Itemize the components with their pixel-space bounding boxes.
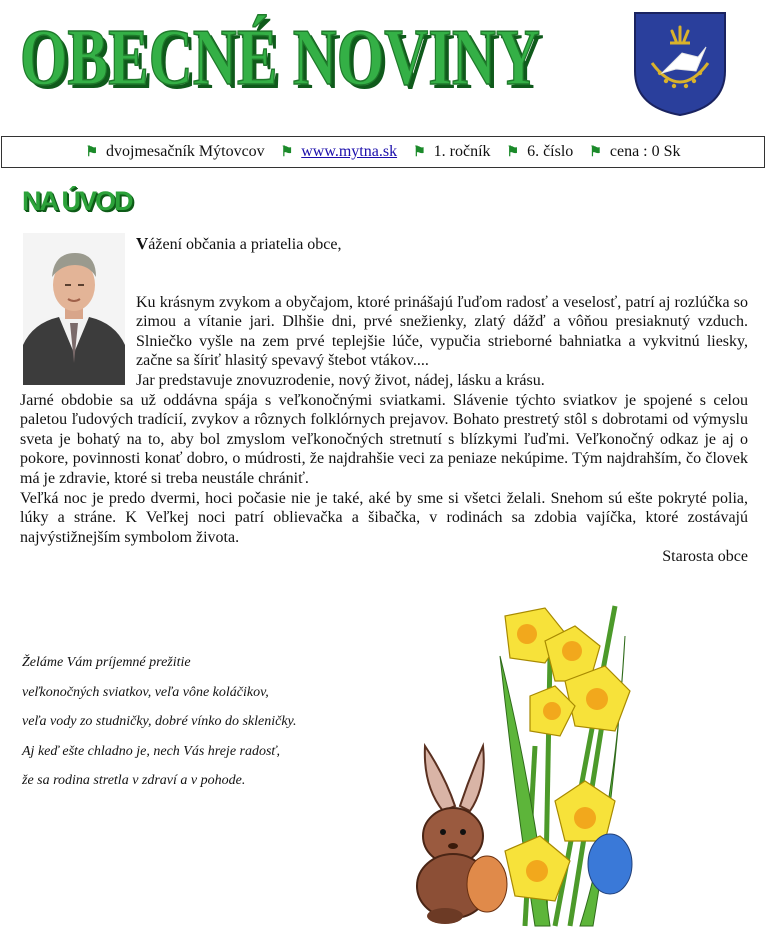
- green-flag-bullet-icon: ⚑: [589, 144, 602, 160]
- masthead-title-shadow: OBECNÉ NOVINY: [24, 18, 544, 100]
- info-issue-text: 6. číslo: [527, 143, 574, 160]
- greeting-text: ážení občania a priatelia obce,: [148, 236, 342, 253]
- green-flag-bullet-icon: ⚑: [280, 144, 294, 160]
- wish-line: veľa vody zo studničky, dobré vínko do skleničky.: [22, 714, 297, 729]
- green-flag-bullet-icon: ⚑: [413, 144, 426, 160]
- info-price-text: cena : 0 Sk: [609, 143, 681, 160]
- article-signature: Starosta obce: [662, 548, 748, 566]
- wish-line: že sa rodina stretla v zdraví a v pohode.: [22, 773, 246, 788]
- masthead-title: [20, 8, 580, 100]
- wish-line: Aj keď ešte chladno je, nech Vás hreje radosť,: [22, 743, 281, 759]
- article-paragraph-2: Jar predstavuje znovuzrodenie, nový život, nádej, lásku a krásu.: [136, 371, 545, 389]
- info-item-volume: [413, 143, 490, 161]
- info-item-issue: [507, 143, 574, 161]
- article-paragraph-1: Ku krásnym zvykom a obyčajom, ktoré prinášajú ľuďom radosť a veselosť, patrí aj rozlúčka so zimou a vítanie jari. Dlhšie dni, prvé snežienky, zlatý dážď a vôňou presiaknutý vzduch. Slniečko vyšle na zem prvé teplejšie lúče, vypučia strieborné bahniatka a vykvitnú liesky, začne sa šíriť hlasitý spevavý štebot vtákov....: [136, 293, 748, 370]
- easter-bunny-daffodils-icon: [405, 596, 667, 928]
- info-bar: [1, 136, 765, 168]
- info-item-website[interactable]: [281, 143, 397, 161]
- section-title: NA ÚVOD: [22, 186, 132, 216]
- intro-article: [20, 234, 748, 567]
- wish-line: veľkonočných sviatkov, veľa vône koláčikov,: [22, 684, 269, 700]
- website-link[interactable]: www.mytna.sk: [301, 143, 398, 160]
- info-volume-text: 1. ročník: [433, 143, 491, 160]
- info-item-price: [589, 143, 680, 161]
- info-frequency-text: dvojmesačník Mýtovcov: [106, 143, 265, 160]
- masthead-title-text: OBECNÉ NOVINY: [20, 14, 540, 100]
- info-item-frequency: [85, 143, 264, 161]
- article-greeting: [136, 234, 748, 255]
- article-paragraph-4: Veľká noc je predo dvermi, hoci počasie nie je také, aké by sme si všetci želali. Snehom sú ešte pokryté polia, lúky a stráne. K Veľkej noci patrí oblievačka a šibačka, v rodinách sa zdobia vajíčka, ktoré zostávajú najvýstižnejším symbolom života.: [20, 489, 748, 546]
- village-crest-icon: [632, 11, 728, 117]
- easter-wishes: [22, 648, 402, 796]
- greeting-initial: V: [136, 234, 149, 253]
- green-flag-bullet-icon: ⚑: [506, 144, 520, 160]
- wish-line: Želáme Vám príjemné prežitie: [22, 655, 191, 670]
- article-paragraph-3: Jarné obdobie sa už oddávna spája s veľkonočnými sviatkami. Slávenie týchto sviatkov je spojené s celou paletou ľudových tradícií, zvykov a rôznych folklórnych prejavov. Bohato prestretý stôl s dobrotami od výmyslu sveta je bohatý na to, aby bol zmyslom veľkonočných stretnutí s blízkymi ľuďmi. Veľkonočný odkaz je aj o pokore, povinnosti konať dobro, o múdrosti, že najdrahšie veci za peniaze nekúpime. Tým najdrahším, čo človek má je zdravie, ktoré si treba neustále chrániť.: [20, 391, 748, 487]
- green-flag-bullet-icon: ⚑: [85, 144, 99, 160]
